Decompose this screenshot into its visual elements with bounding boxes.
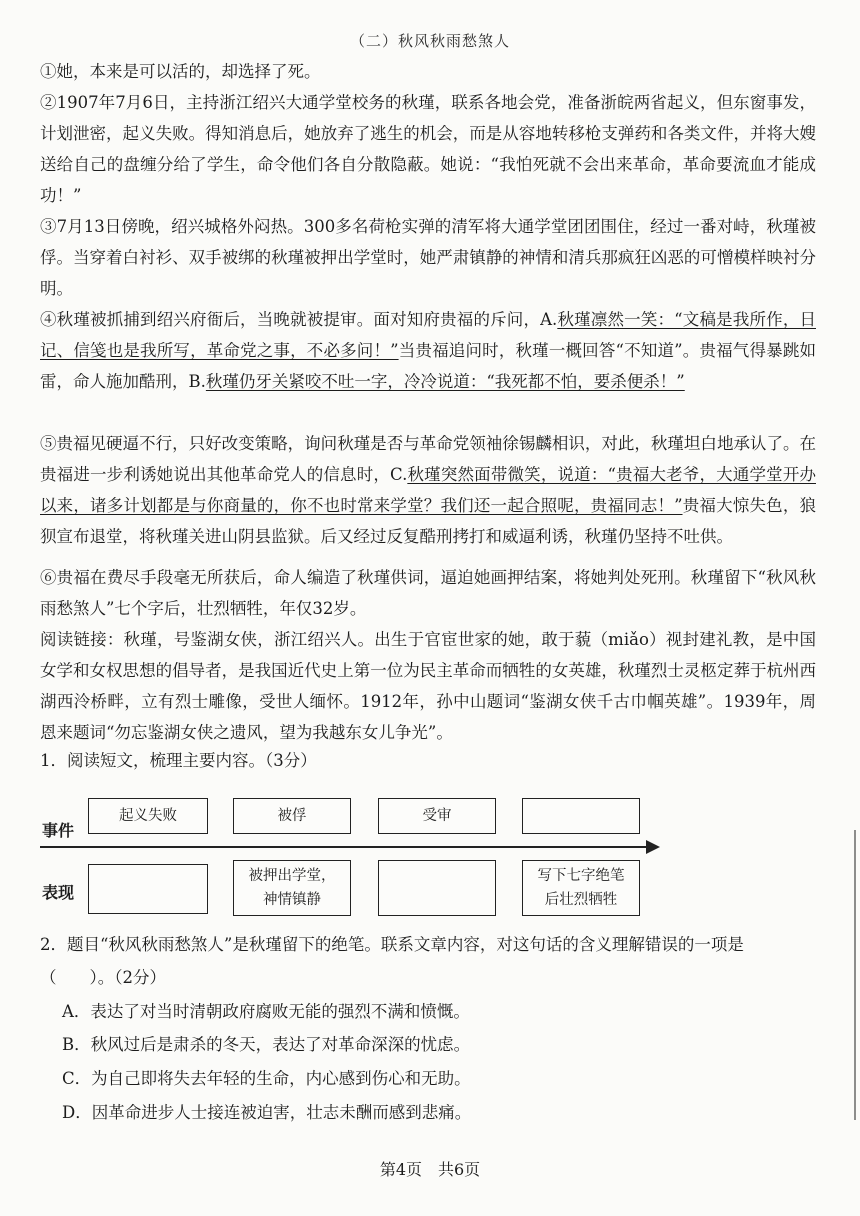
option-b[interactable]: B．秋风过后是肃杀的冬天，表达了对革命深深的忧虑。: [62, 1035, 471, 1054]
option-d[interactable]: D．因革命进步人士接连被迫害，壮志未酬而感到悲痛。: [62, 1103, 472, 1122]
event-row-label: 事件: [42, 821, 75, 840]
section-title: （二）秋风秋雨愁煞人: [349, 32, 510, 50]
timeline-arrow-icon: [646, 840, 660, 854]
timeline-axis: [40, 846, 650, 848]
event-box-1: 起义失败: [88, 798, 208, 834]
paragraph-1: ①她，本来是可以活的，却选择了死。: [40, 62, 321, 81]
event-box-2: 被俘: [233, 798, 351, 834]
paragraph-2: ②1907年7月6日，主持浙江绍兴大通学堂校务的秋瑾，联系各地会党，准备浙皖两省起义，但东窗事发，计划泄密，起义失败。得知消息后，她放弃了逃生的机会，而是从容地转移枪支弹药和各类文件，并将大嫂送给自己的盘缠分给了学生，命令他们各自分散隐蔽。她说：“我怕死就不会出来革命，革命要流血才能成功！”: [40, 93, 816, 205]
performance-box-3-blank[interactable]: [378, 860, 496, 916]
timeline-diagram: [30, 790, 670, 920]
scan-edge-line: [854, 830, 856, 1120]
question-1-prompt: 1．阅读短文，梳理主要内容。（3分）: [40, 751, 317, 770]
performance-row-label: 表现: [42, 883, 75, 902]
reading-link: 阅读链接：秋瑾，号鉴湖女侠，浙江绍兴人。出生于官宦世家的她，敢于藐（miǎo）视封建礼教，是中国女学和女权思想的倡导者，是我国近代史上第一位为民主革命而牺牲的女英雄，秋瑾烈士灵柩定葬于杭州西湖西泠桥畔，立有烈士雕像，受世人缅怀。1912年，孙中山题词“鉴湖女侠千古巾帼英雄”。1939年，周恩来题词“勿忘鉴湖女侠之遗风，望为我越东女儿争光”。: [40, 630, 816, 742]
paragraph-3: ③7月13日傍晚，绍兴城格外闷热。300多名荷枪实弹的清军将大通学堂团团围住，经过一番对峙，秋瑾被俘。当穿着白衬衫、双手被绑的秋瑾被押出学堂时，她严肃镇静的神情和清兵那疯狂凶恶的可憎模样映衬分明。: [40, 217, 816, 298]
paragraph-5-text-a: ⑤贵福见硬逼不行，只好改变策略，询问秋瑾是否与革命党领袖徐锡麟相识，对此，秋瑾坦白地承认了。在贵福进一步利诱她说出其他革命党人的信息时，C.: [40, 434, 816, 484]
paragraph-4-text-a: ④秋瑾被抓捕到绍兴府衙后，当晚就被提审。面对知府贵福的斥问，A.: [40, 310, 558, 329]
performance-box-4: 写下七字绝笔 后壮烈牺牲: [522, 860, 640, 916]
event-box-4-blank[interactable]: [522, 798, 640, 834]
option-c[interactable]: C．为自己即将失去年轻的生命，内心感到伤心和无助。: [62, 1069, 471, 1088]
underlined-sentence-b: 秋瑾仍牙关紧咬不吐一字，冷冷说道：“我死都不怕，要杀便杀！”: [205, 372, 685, 391]
page-footer: 第4页 共6页: [379, 1160, 481, 1179]
paragraph-5: [40, 428, 816, 552]
performance-box-1-blank[interactable]: [88, 864, 208, 914]
paragraph-5-text-b: 贵福大惊失色，狼狈宣布退堂，将秋瑾关进山阴县监狱。后又经过反复酷刑拷打和威逼利诱，秋瑾仍坚持不吐供。: [40, 496, 817, 546]
underlined-sentence-c: 秋瑾突然面带微笑，说道：“贵福大老爷，大通学堂开办以来，诸多计划都是与你商量的，你不也时常来学堂？我们还一起合照呢，贵福同志！”: [40, 465, 816, 515]
paragraph-4: [40, 304, 816, 397]
event-box-3: 受审: [378, 798, 496, 834]
option-a[interactable]: A．表达了对当时清朝政府腐败无能的强烈不满和愤慨。: [62, 1002, 470, 1021]
paragraph-4-text-b: 当贵福追问时，秋瑾一概回答“不知道”。贵福气得暴跳如雷，命人施加酷刑，B.: [40, 341, 816, 391]
underlined-sentence-a: 秋瑾凛然一笑：“文稿是我所作，日记、信笺也是我所写，革命党之事，不必多问！”: [40, 310, 816, 360]
question-2-prompt: 2．题目“秋风秋雨愁煞人”是秋瑾留下的绝笔。联系文章内容，对这句话的含义理解错误的一项是（ ）。（2分）: [40, 935, 744, 987]
performance-box-2: 被押出学堂， 神情镇静: [233, 860, 351, 916]
paragraph-6: ⑥贵福在费尽手段毫无所获后，命人编造了秋瑾供词，逼迫她画押结案，将她判处死刑。秋瑾留下“秋风秋雨愁煞人”七个字后，壮烈牺牲，年仅32岁。: [40, 568, 816, 618]
